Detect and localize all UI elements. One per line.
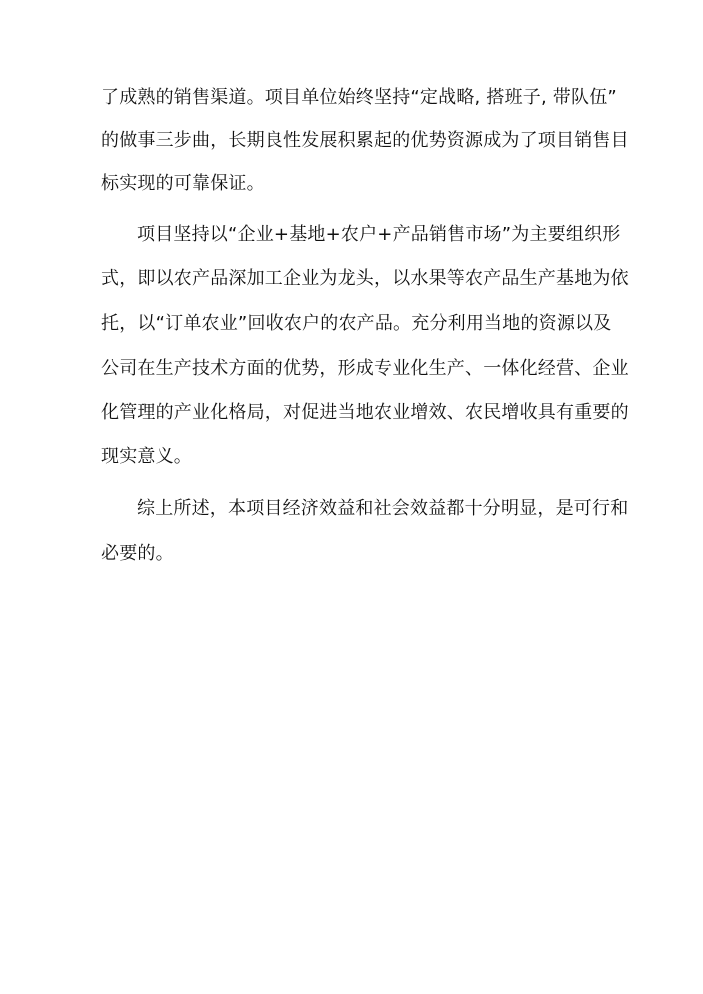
text-line: 托，以“订单农业”回收农户的农产品。充分利用当地的资源以及 [101, 313, 612, 334]
text-line: 综上所述，本项目经济效益和社会效益都十分明显，是可行和 [137, 498, 629, 519]
text-line: 化管理的产业化格局，对促进当地农业增效、农民增收具有重要的 [101, 402, 629, 423]
text-line: 公司在生产技术方面的优势，形成专业化生产、一体化经营、企业 [101, 358, 629, 379]
text-line: 必要的。 [101, 543, 174, 564]
text-line: 式，即以农产品深加工企业为龙头，以水果等农产品生产基地为依 [101, 268, 629, 289]
text-line: 的做事三步曲，长期良性发展积累起的优势资源成为了项目销售目 [101, 130, 629, 151]
text-line: 项目坚持以“企业+基地+农户+产品销售市场”为主要组织形 [137, 224, 621, 245]
text-line: 了成熟的销售渠道。项目单位始终坚持“定战略, 搭班子, 带队伍” [101, 87, 617, 108]
text-line: 现实意义。 [101, 446, 192, 467]
text-line: 标实现的可靠保证。 [101, 173, 265, 194]
